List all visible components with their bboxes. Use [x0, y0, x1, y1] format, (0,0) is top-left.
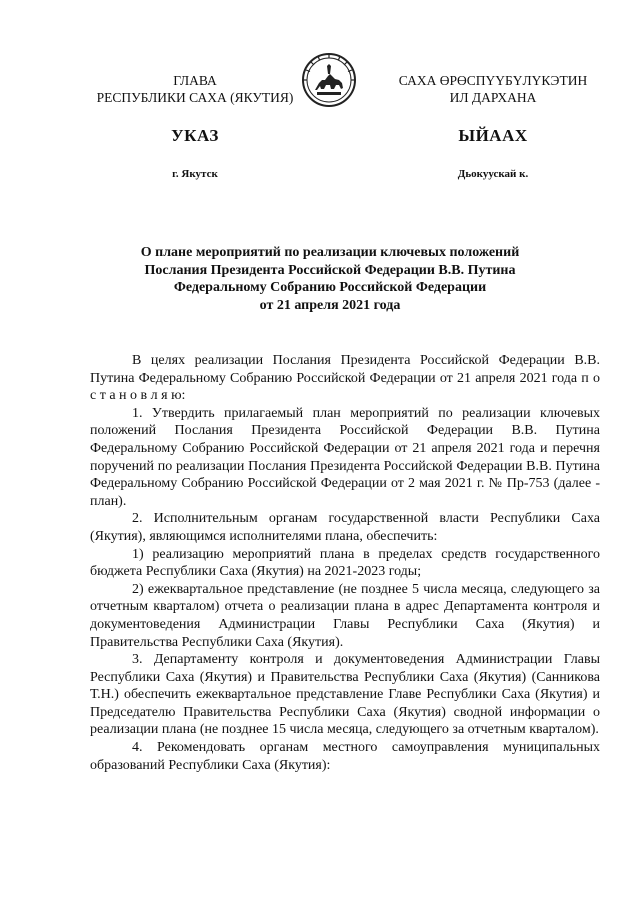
header-left-line2: РЕСПУБЛИКИ САХА (ЯКУТИЯ) — [96, 90, 294, 105]
doc-type-russian: УКАЗ — [171, 126, 219, 145]
paragraph-4: 4. Рекомендовать органам местного самоуправления муниципальных образований Республики Саха (Якутия): — [90, 740, 600, 773]
paragraph-2-1: 1) реализацию мероприятий плана в пределах средств государственного бюджета Республики Саха (Якутия) на 2021-2023 годы; — [90, 546, 600, 580]
title-line2: Послания Президента Российской Федерации В.В. Путина — [144, 262, 516, 278]
title-line3: Федеральному Собранию Российской Федерации — [173, 280, 487, 295]
doc-type-yakut: ЫЙААХ — [458, 126, 528, 145]
city-russian: г. Якутск — [172, 168, 218, 180]
city-yakut: Дьокуускай к. — [457, 168, 529, 180]
header-right-line2: ИЛ ДАРХАНА — [449, 90, 537, 105]
paragraph-1: 1. Утвердить прилагаемый план мероприятий по реализации ключевых положений Послания Президента Российской Федерации В.В. Путина Федеральному Собранию Российской Федерации от 21 апреля 2021 года и перечня поручений по реализации Послания Президента Российской Федерации В.В. Путина Федеральному Собранию Российской Федерации от 2 мая 2021 г. № Пр-753 (далее - план). — [90, 405, 600, 509]
intro-text: В целях реализации Послания Президента Российской Федерации В.В. Путина Федеральному Собранию Российской Федерации от 21 апреля 2021 года — [90, 353, 600, 386]
paragraph-2: 2. Исполнительным органам государственной власти Республики Саха (Якутия), являющимся исполнителями плана, обеспечить: — [90, 511, 600, 544]
document-title — [90, 244, 570, 314]
document-body — [90, 352, 600, 774]
intro-paragraph — [90, 352, 600, 405]
paragraph-3: 3. Департаменту контроля и документоведения Администрации Главы Республики Саха (Якутия) и Правительства Республики Саха (Якутия) (Санникова Т.Н.) обеспечить ежеквартальное представление Главе Республики Саха (Якутия) и Председателю Правительства Республики Саха (Якутия) сводной информации о реализации плана (не позднее 15 числа месяца, следующего за отчетным кварталом). — [90, 652, 600, 738]
title-line1: О плане мероприятий по реализации ключевых положений — [140, 245, 520, 260]
header-right-block — [378, 72, 608, 106]
header-right-line1: САХА ӨРӨСПҮҮБҮЛҮКЭТИН — [398, 73, 588, 88]
title-line4: от 21 апреля 2021 года — [259, 297, 401, 313]
header-left-line1: ГЛАВА — [173, 73, 217, 88]
coat-of-arms-icon — [301, 52, 357, 108]
paragraph-2-2: 2) ежеквартальное представление (не позднее 5 числа месяца, следующего за отчетным кварталом) отчета о реализации плана в адрес Департамента контроля и документоведения Администрации Главы Республики Саха (Якутия) и Правительства Республики Саха (Якутия). — [90, 581, 600, 650]
decree-word: п о с т а н о в л я ю: — [90, 370, 600, 404]
header-left-block — [80, 72, 310, 106]
